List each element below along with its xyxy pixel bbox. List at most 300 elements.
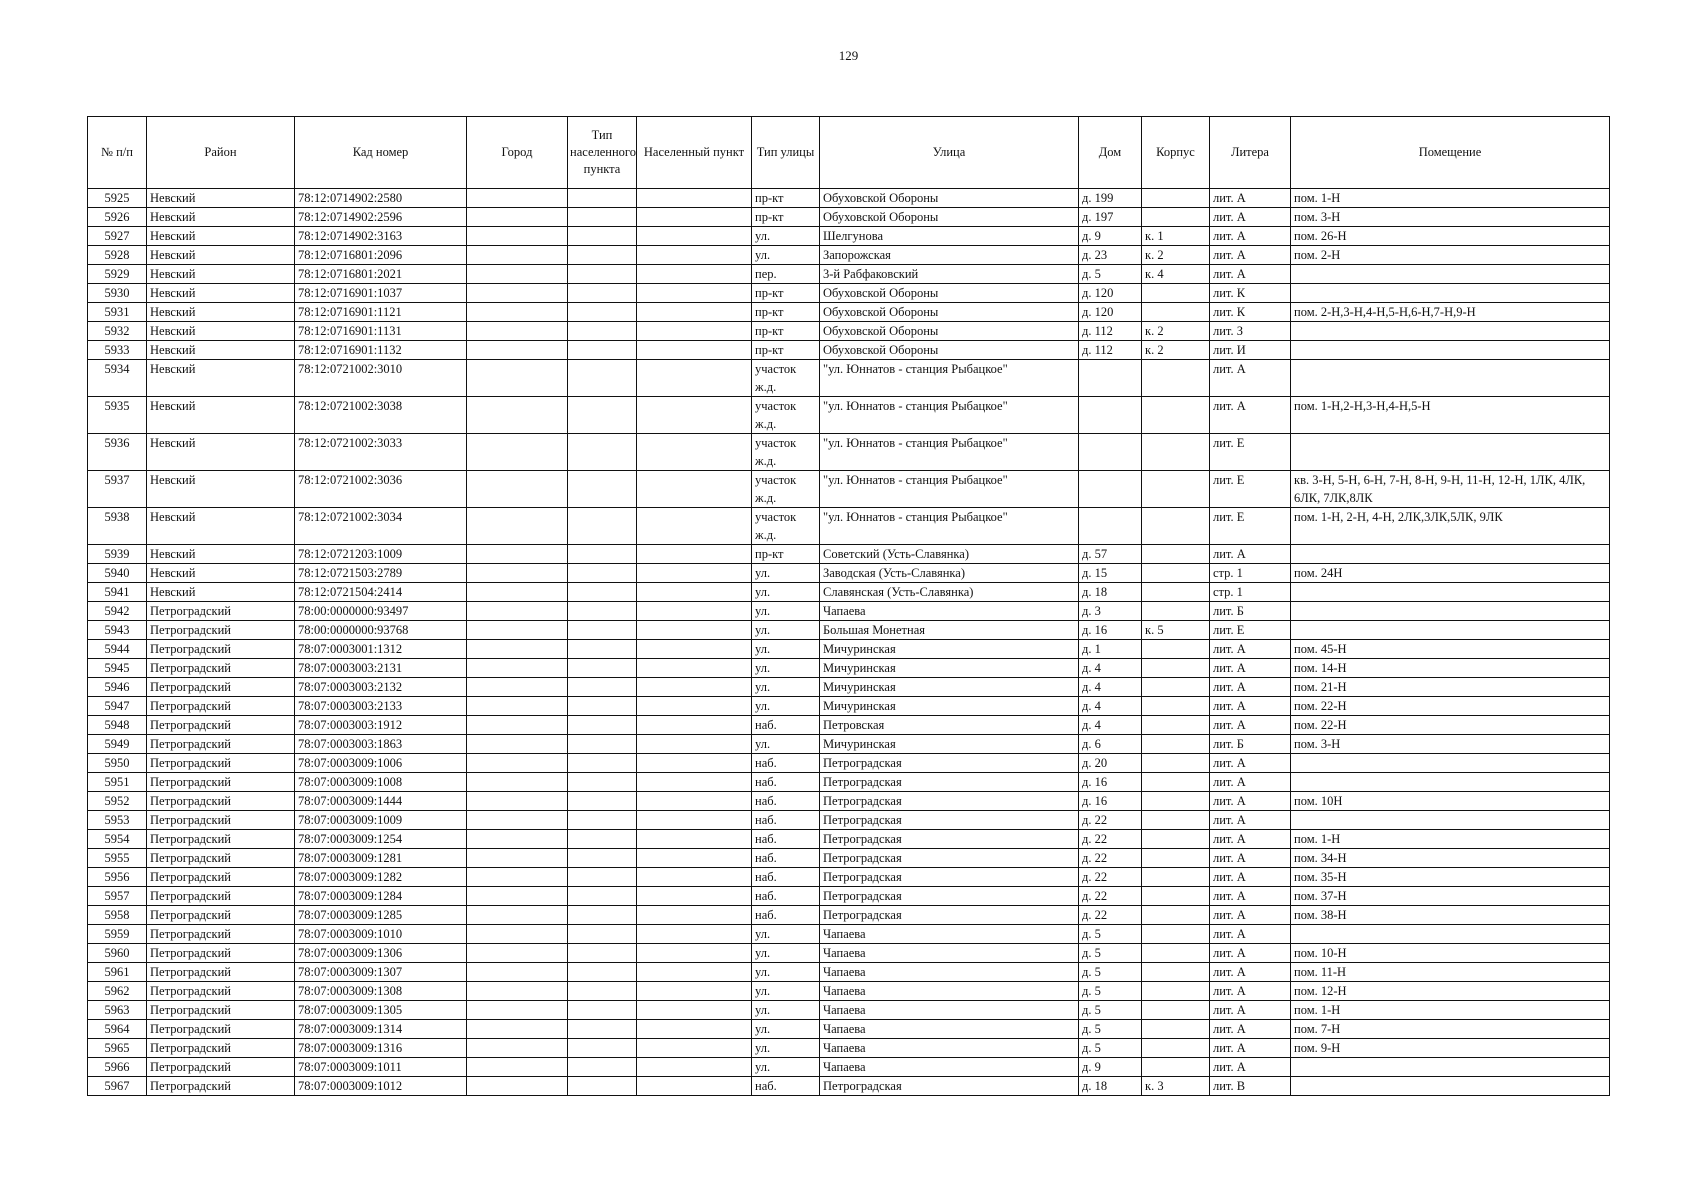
header-cell-district: Район <box>147 117 295 189</box>
cell-premises: пом. 1-Н <box>1291 830 1610 849</box>
cell-street: Мичуринская <box>820 678 1079 697</box>
cell-street-type: ул. <box>752 621 820 640</box>
cell-settlement-type <box>568 925 637 944</box>
cell-house: д. 22 <box>1079 868 1142 887</box>
cell-city <box>467 640 568 659</box>
cell-letter: лит. А <box>1210 397 1291 434</box>
cell-building: к. 1 <box>1142 227 1210 246</box>
cell-index: 5956 <box>88 868 147 887</box>
cell-building <box>1142 208 1210 227</box>
cell-street-type: пр-кт <box>752 322 820 341</box>
table-row <box>88 322 1610 341</box>
cell-city <box>467 508 568 545</box>
cell-settlement <box>637 735 752 754</box>
cell-street: Петроградская <box>820 811 1079 830</box>
cell-street-type: ул. <box>752 678 820 697</box>
cell-house: д. 112 <box>1079 322 1142 341</box>
cell-settlement-type <box>568 227 637 246</box>
cell-cadastral-number: 78:07:0003003:1912 <box>295 716 467 735</box>
cell-cadastral-number: 78:00:0000000:93768 <box>295 621 467 640</box>
cell-city <box>467 735 568 754</box>
cell-street: Чапаева <box>820 1020 1079 1039</box>
cell-settlement-type <box>568 773 637 792</box>
cell-settlement <box>637 508 752 545</box>
cell-settlement <box>637 545 752 564</box>
cell-cadastral-number: 78:07:0003009:1281 <box>295 849 467 868</box>
cell-district: Невский <box>147 341 295 360</box>
cell-settlement <box>637 189 752 208</box>
cell-premises: пом. 7-Н <box>1291 1020 1610 1039</box>
cell-settlement-type <box>568 963 637 982</box>
cell-settlement-type <box>568 545 637 564</box>
table-row <box>88 284 1610 303</box>
cell-settlement-type <box>568 944 637 963</box>
table-row <box>88 1020 1610 1039</box>
cell-settlement-type <box>568 434 637 471</box>
cell-house: д. 9 <box>1079 1058 1142 1077</box>
cell-premises: пом. 2-Н,3-Н,4-Н,5-Н,6-Н,7-Н,9-Н <box>1291 303 1610 322</box>
cell-street: Мичуринская <box>820 697 1079 716</box>
cell-settlement <box>637 830 752 849</box>
cell-letter: стр. 1 <box>1210 564 1291 583</box>
cell-cadastral-number: 78:12:0714902:2596 <box>295 208 467 227</box>
cell-street-type: пр-кт <box>752 303 820 322</box>
cell-district: Невский <box>147 322 295 341</box>
cell-city <box>467 678 568 697</box>
cell-letter: лит. А <box>1210 887 1291 906</box>
cell-district: Невский <box>147 360 295 397</box>
cell-street: "ул. Юннатов - станция Рыбацкое" <box>820 360 1079 397</box>
cell-street: Обуховской Обороны <box>820 322 1079 341</box>
cell-index: 5938 <box>88 508 147 545</box>
cell-premises: кв. 3-Н, 5-Н, 6-Н, 7-Н, 8-Н, 9-Н, 11-Н, 12-Н, 1ЛК, 4ЛК, 6ЛК, 7ЛК,8ЛК <box>1291 471 1610 508</box>
cell-premises <box>1291 545 1610 564</box>
table-row <box>88 697 1610 716</box>
cell-house: д. 5 <box>1079 1020 1142 1039</box>
cell-district: Петроградский <box>147 621 295 640</box>
cell-premises <box>1291 773 1610 792</box>
cell-settlement-type <box>568 792 637 811</box>
cell-letter: лит. А <box>1210 982 1291 1001</box>
cell-settlement-type <box>568 621 637 640</box>
cell-district: Невский <box>147 284 295 303</box>
cell-district: Петроградский <box>147 678 295 697</box>
cell-premises: пом. 2-Н <box>1291 246 1610 265</box>
cell-house: д. 15 <box>1079 564 1142 583</box>
cell-house: д. 57 <box>1079 545 1142 564</box>
cell-district: Невский <box>147 583 295 602</box>
cell-settlement-type <box>568 246 637 265</box>
cell-letter: лит. А <box>1210 246 1291 265</box>
cell-street: Большая Монетная <box>820 621 1079 640</box>
table-row <box>88 189 1610 208</box>
cell-street-type: ул. <box>752 640 820 659</box>
table-row <box>88 1039 1610 1058</box>
table-row <box>88 963 1610 982</box>
cell-index: 5959 <box>88 925 147 944</box>
cell-cadastral-number: 78:12:0716901:1037 <box>295 284 467 303</box>
header-cell-settlement: Населенный пункт <box>637 117 752 189</box>
cell-index: 5941 <box>88 583 147 602</box>
cell-cadastral-number: 78:07:0003009:1316 <box>295 1039 467 1058</box>
cell-letter: лит. А <box>1210 754 1291 773</box>
cell-letter: лит. К <box>1210 303 1291 322</box>
cell-premises: пом. 11-Н <box>1291 963 1610 982</box>
cell-street: Чапаева <box>820 982 1079 1001</box>
cell-index: 5945 <box>88 659 147 678</box>
cell-index: 5951 <box>88 773 147 792</box>
cell-district: Петроградский <box>147 1001 295 1020</box>
table-row <box>88 564 1610 583</box>
cell-settlement <box>637 1077 752 1096</box>
cell-street-type: ул. <box>752 925 820 944</box>
cell-district: Невский <box>147 227 295 246</box>
cell-house: д. 4 <box>1079 659 1142 678</box>
cell-index: 5933 <box>88 341 147 360</box>
cell-street-type: участок ж.д. <box>752 508 820 545</box>
cell-building <box>1142 944 1210 963</box>
cell-city <box>467 963 568 982</box>
cell-settlement <box>637 621 752 640</box>
cell-cadastral-number: 78:07:0003009:1010 <box>295 925 467 944</box>
cell-street-type: пр-кт <box>752 545 820 564</box>
cell-street: Обуховской Обороны <box>820 341 1079 360</box>
cell-settlement <box>637 773 752 792</box>
cell-premises: пом. 37-Н <box>1291 887 1610 906</box>
cell-building <box>1142 303 1210 322</box>
cell-settlement <box>637 792 752 811</box>
cell-district: Петроградский <box>147 1058 295 1077</box>
cell-district: Невский <box>147 189 295 208</box>
cell-index: 5930 <box>88 284 147 303</box>
cell-index: 5963 <box>88 1001 147 1020</box>
cell-settlement <box>637 564 752 583</box>
cell-city <box>467 982 568 1001</box>
cell-index: 5935 <box>88 397 147 434</box>
cell-cadastral-number: 78:07:0003003:2132 <box>295 678 467 697</box>
cell-street-type: наб. <box>752 849 820 868</box>
cell-letter: лит. А <box>1210 1001 1291 1020</box>
cell-settlement <box>637 397 752 434</box>
cell-index: 5942 <box>88 602 147 621</box>
cell-index: 5949 <box>88 735 147 754</box>
cell-cadastral-number: 78:07:0003009:1444 <box>295 792 467 811</box>
cell-letter: лит. Е <box>1210 434 1291 471</box>
cell-district: Невский <box>147 397 295 434</box>
cell-settlement-type <box>568 1039 637 1058</box>
header-cell-city: Город <box>467 117 568 189</box>
table-row <box>88 303 1610 322</box>
cell-settlement-type <box>568 1020 637 1039</box>
cell-cadastral-number: 78:07:0003001:1312 <box>295 640 467 659</box>
cell-house: д. 3 <box>1079 602 1142 621</box>
cell-street: Мичуринская <box>820 735 1079 754</box>
cell-settlement <box>637 963 752 982</box>
cell-settlement <box>637 284 752 303</box>
cell-street-type: наб. <box>752 773 820 792</box>
cell-street: Петроградская <box>820 754 1079 773</box>
cell-street: Мичуринская <box>820 659 1079 678</box>
cell-district: Петроградский <box>147 716 295 735</box>
cell-settlement-type <box>568 1077 637 1096</box>
cell-house: д. 120 <box>1079 303 1142 322</box>
cell-street-type: ул. <box>752 697 820 716</box>
table-row <box>88 602 1610 621</box>
cell-settlement-type <box>568 322 637 341</box>
cell-settlement <box>637 246 752 265</box>
cell-settlement-type <box>568 602 637 621</box>
cell-district: Петроградский <box>147 602 295 621</box>
cell-settlement <box>637 925 752 944</box>
cell-district: Петроградский <box>147 735 295 754</box>
cell-letter: лит. З <box>1210 322 1291 341</box>
cell-letter: лит. А <box>1210 830 1291 849</box>
table-row <box>88 944 1610 963</box>
table-row <box>88 208 1610 227</box>
cell-letter: лит. А <box>1210 189 1291 208</box>
cell-settlement <box>637 471 752 508</box>
cell-city <box>467 471 568 508</box>
cell-index: 5967 <box>88 1077 147 1096</box>
cell-index: 5934 <box>88 360 147 397</box>
table-row <box>88 1058 1610 1077</box>
table-row <box>88 735 1610 754</box>
cell-building <box>1142 640 1210 659</box>
cell-street-type: ул. <box>752 1058 820 1077</box>
cell-street: Советский (Усть-Славянка) <box>820 545 1079 564</box>
cell-street-type: ул. <box>752 1020 820 1039</box>
table-row <box>88 227 1610 246</box>
cell-letter: лит. А <box>1210 906 1291 925</box>
cell-cadastral-number: 78:07:0003009:1306 <box>295 944 467 963</box>
cell-building <box>1142 982 1210 1001</box>
cell-premises: пом. 14-Н <box>1291 659 1610 678</box>
cell-district: Петроградский <box>147 830 295 849</box>
table-row <box>88 887 1610 906</box>
cell-settlement-type <box>568 1001 637 1020</box>
cell-letter: лит. Б <box>1210 602 1291 621</box>
cell-building: к. 2 <box>1142 341 1210 360</box>
cell-street: Обуховской Обороны <box>820 303 1079 322</box>
table-row <box>88 678 1610 697</box>
cell-settlement <box>637 265 752 284</box>
cell-letter: лит. А <box>1210 925 1291 944</box>
cell-house: д. 16 <box>1079 773 1142 792</box>
cell-street-type: наб. <box>752 830 820 849</box>
cell-index: 5937 <box>88 471 147 508</box>
cell-settlement <box>637 227 752 246</box>
cell-building <box>1142 583 1210 602</box>
cell-cadastral-number: 78:07:0003009:1011 <box>295 1058 467 1077</box>
cell-street: Мичуринская <box>820 640 1079 659</box>
cell-cadastral-number: 78:07:0003009:1307 <box>295 963 467 982</box>
cell-cadastral-number: 78:12:0716801:2021 <box>295 265 467 284</box>
cell-house: д. 16 <box>1079 621 1142 640</box>
cell-street: Запорожская <box>820 246 1079 265</box>
cell-street-type: участок ж.д. <box>752 434 820 471</box>
cell-settlement-type <box>568 697 637 716</box>
cell-building <box>1142 735 1210 754</box>
cell-house: д. 5 <box>1079 963 1142 982</box>
cell-settlement <box>637 583 752 602</box>
cell-building <box>1142 963 1210 982</box>
cell-city <box>467 341 568 360</box>
header-cell-letter: Литера <box>1210 117 1291 189</box>
cell-settlement-type <box>568 754 637 773</box>
cell-street: "ул. Юннатов - станция Рыбацкое" <box>820 508 1079 545</box>
cell-premises <box>1291 811 1610 830</box>
cell-building <box>1142 868 1210 887</box>
cell-settlement-type <box>568 265 637 284</box>
header-row <box>88 117 1610 189</box>
table-row <box>88 621 1610 640</box>
cell-index: 5947 <box>88 697 147 716</box>
cell-building <box>1142 508 1210 545</box>
cell-premises <box>1291 434 1610 471</box>
cell-cadastral-number: 78:12:0714902:3163 <box>295 227 467 246</box>
cell-settlement-type <box>568 887 637 906</box>
cell-city <box>467 246 568 265</box>
cell-house: д. 18 <box>1079 1077 1142 1096</box>
cell-district: Невский <box>147 434 295 471</box>
cell-index: 5927 <box>88 227 147 246</box>
cell-city <box>467 659 568 678</box>
cell-building <box>1142 906 1210 925</box>
cell-cadastral-number: 78:07:0003009:1012 <box>295 1077 467 1096</box>
cell-district: Невский <box>147 246 295 265</box>
cell-city <box>467 754 568 773</box>
cell-cadastral-number: 78:07:0003009:1254 <box>295 830 467 849</box>
cell-index: 5965 <box>88 1039 147 1058</box>
cell-street-type: пер. <box>752 265 820 284</box>
cell-letter: лит. А <box>1210 773 1291 792</box>
cell-letter: лит. А <box>1210 1020 1291 1039</box>
cell-premises: пом. 3-Н <box>1291 735 1610 754</box>
cell-letter: лит. И <box>1210 341 1291 360</box>
cell-street-type: ул. <box>752 659 820 678</box>
cell-settlement-type <box>568 678 637 697</box>
cell-cadastral-number: 78:07:0003009:1305 <box>295 1001 467 1020</box>
table-row <box>88 583 1610 602</box>
cell-settlement <box>637 341 752 360</box>
cell-district: Невский <box>147 508 295 545</box>
cell-house: д. 4 <box>1079 678 1142 697</box>
cell-settlement <box>637 944 752 963</box>
cell-index: 5925 <box>88 189 147 208</box>
cell-house: д. 112 <box>1079 341 1142 360</box>
cell-district: Петроградский <box>147 887 295 906</box>
header-cell-premises: Помещение <box>1291 117 1610 189</box>
cell-building <box>1142 564 1210 583</box>
cell-house: д. 20 <box>1079 754 1142 773</box>
cell-letter: лит. А <box>1210 811 1291 830</box>
cell-city <box>467 284 568 303</box>
cell-building <box>1142 360 1210 397</box>
cell-settlement-type <box>568 1058 637 1077</box>
cell-street-type: пр-кт <box>752 189 820 208</box>
cell-building <box>1142 189 1210 208</box>
cell-settlement <box>637 360 752 397</box>
cell-letter: лит. Е <box>1210 508 1291 545</box>
cell-settlement <box>637 640 752 659</box>
cell-street-type: ул. <box>752 735 820 754</box>
cell-city <box>467 434 568 471</box>
cell-letter: лит. А <box>1210 678 1291 697</box>
cell-street-type: наб. <box>752 716 820 735</box>
cell-settlement <box>637 434 752 471</box>
cell-cadastral-number: 78:07:0003009:1008 <box>295 773 467 792</box>
table-row <box>88 1001 1610 1020</box>
table-row <box>88 925 1610 944</box>
cell-city <box>467 602 568 621</box>
table-row <box>88 982 1610 1001</box>
cell-street: Чапаева <box>820 925 1079 944</box>
cell-city <box>467 906 568 925</box>
cell-street: Петроградская <box>820 1077 1079 1096</box>
cell-building: к. 2 <box>1142 322 1210 341</box>
cell-letter: лит. Е <box>1210 471 1291 508</box>
cell-settlement-type <box>568 583 637 602</box>
cell-index: 5952 <box>88 792 147 811</box>
cell-city <box>467 360 568 397</box>
cell-city <box>467 944 568 963</box>
table-row <box>88 906 1610 925</box>
cell-settlement <box>637 982 752 1001</box>
cell-house: д. 16 <box>1079 792 1142 811</box>
cell-building <box>1142 659 1210 678</box>
cell-district: Петроградский <box>147 792 295 811</box>
table-row <box>88 849 1610 868</box>
cell-settlement-type <box>568 716 637 735</box>
cell-city <box>467 1058 568 1077</box>
cell-cadastral-number: 78:07:0003003:2133 <box>295 697 467 716</box>
cell-cadastral-number: 78:07:0003009:1282 <box>295 868 467 887</box>
cell-premises <box>1291 621 1610 640</box>
cell-cadastral-number: 78:12:0721002:3034 <box>295 508 467 545</box>
cell-house <box>1079 434 1142 471</box>
cell-street-type: наб. <box>752 906 820 925</box>
cell-index: 5964 <box>88 1020 147 1039</box>
cell-cadastral-number: 78:12:0721203:1009 <box>295 545 467 564</box>
cell-city <box>467 849 568 868</box>
cell-district: Невский <box>147 471 295 508</box>
cell-index: 5926 <box>88 208 147 227</box>
cell-district: Петроградский <box>147 1039 295 1058</box>
cell-city <box>467 189 568 208</box>
cell-premises: пом. 1-Н, 2-Н, 4-Н, 2ЛК,3ЛК,5ЛК, 9ЛК <box>1291 508 1610 545</box>
cell-city <box>467 322 568 341</box>
cell-city <box>467 265 568 284</box>
cell-street: "ул. Юннатов - станция Рыбацкое" <box>820 397 1079 434</box>
cell-settlement-type <box>568 830 637 849</box>
header-cell-street: Улица <box>820 117 1079 189</box>
table-row <box>88 508 1610 545</box>
cell-district: Невский <box>147 208 295 227</box>
cell-premises: пом. 9-Н <box>1291 1039 1610 1058</box>
cell-district: Петроградский <box>147 640 295 659</box>
cell-building: к. 4 <box>1142 265 1210 284</box>
cell-index: 5936 <box>88 434 147 471</box>
cell-building <box>1142 284 1210 303</box>
cell-cadastral-number: 78:12:0716901:1132 <box>295 341 467 360</box>
cell-cadastral-number: 78:07:0003009:1006 <box>295 754 467 773</box>
cell-index: 5955 <box>88 849 147 868</box>
cell-house: д. 9 <box>1079 227 1142 246</box>
table-row <box>88 265 1610 284</box>
cell-settlement-type <box>568 303 637 322</box>
cell-settlement <box>637 697 752 716</box>
cell-building <box>1142 602 1210 621</box>
